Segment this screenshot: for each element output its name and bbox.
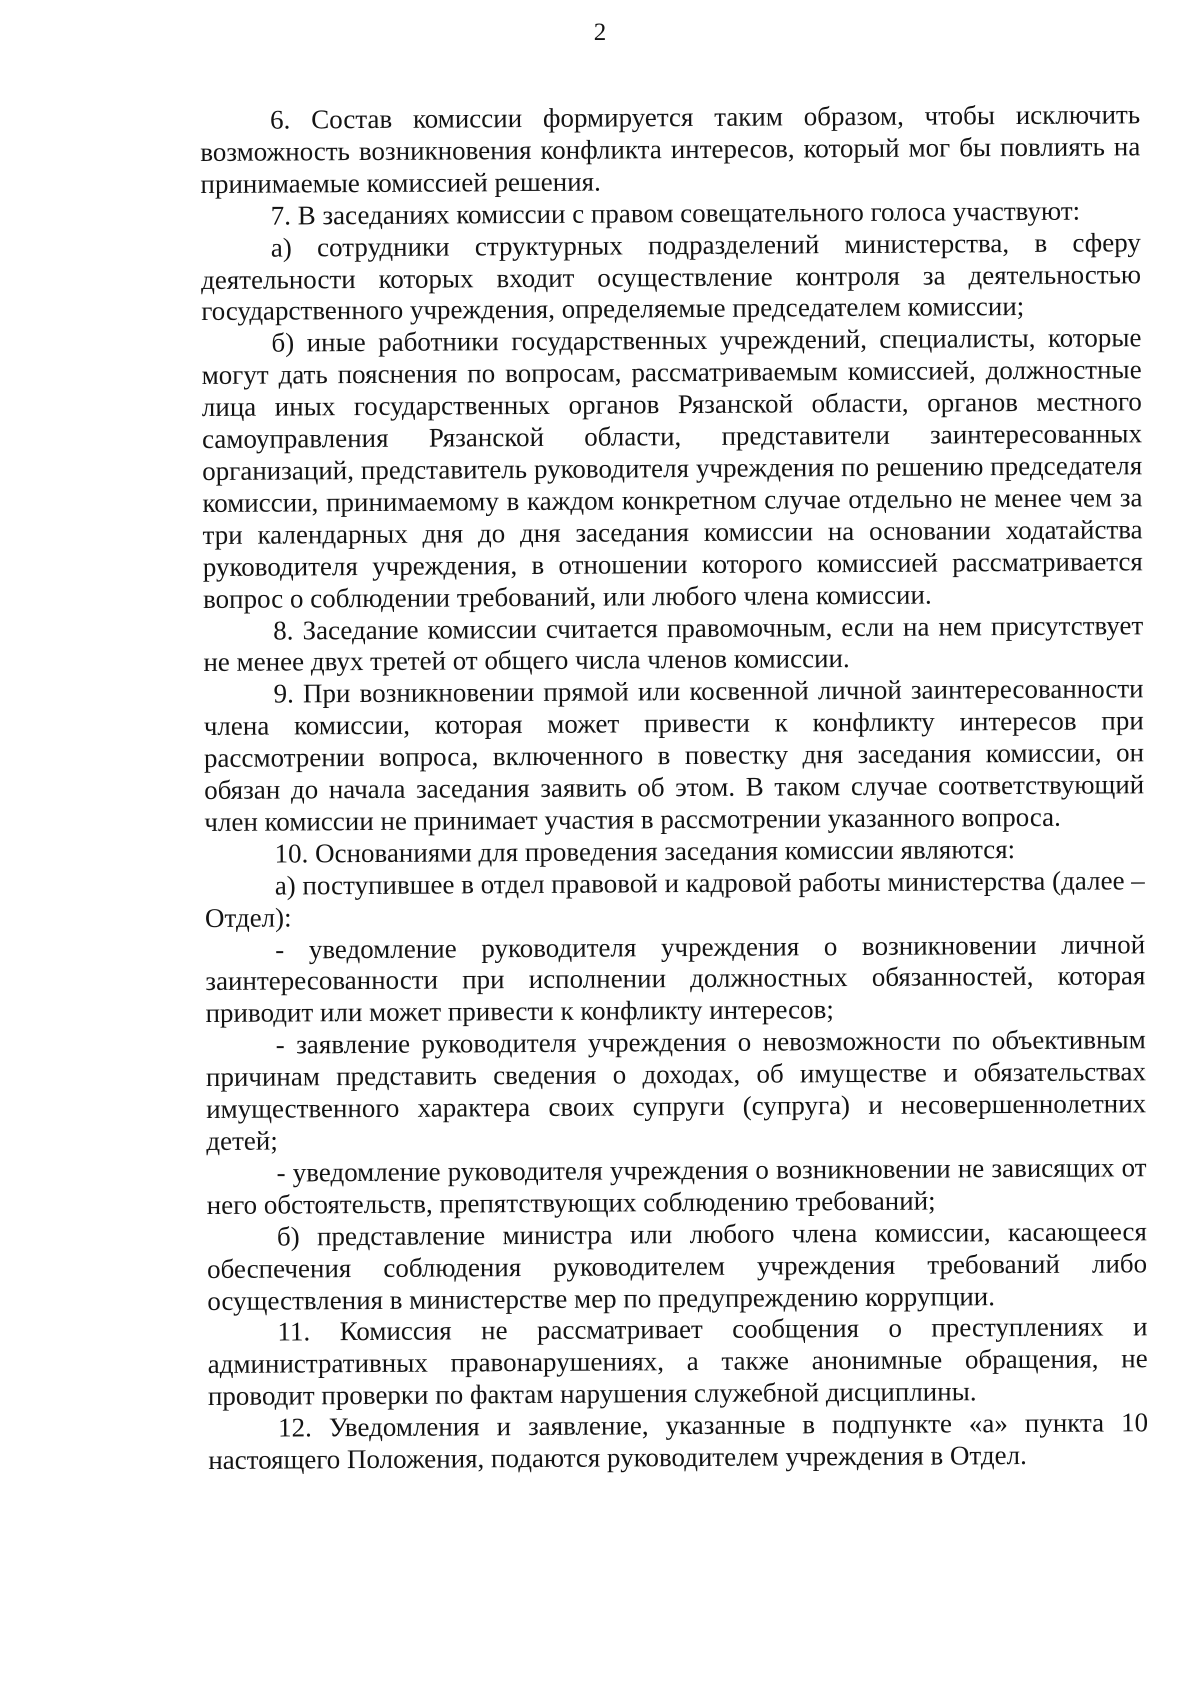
paragraph-10-grounds: 10. Основаниями для проведения заседания комиссии являются: — [274, 833, 1016, 869]
paragraph-9-conflict-of-interest: 9. При возникновении прямой или косвенной личной заинтересованности члена комиссии, которая может привести к конфликту интересов при рассмотрении вопроса, включенного в повестку дня заседания комиссии, он обязан до начала заседания заявить об этом. В таком случае соответствующий член комиссии не принимает участия в рассмотрении указанного вопроса. — [203, 673, 1145, 837]
paragraph-12-submission-procedure: 12. Уведомления и заявление, указанные в подпункте «а» пункта 10 настоящего Положения, подаются руководителем учреждения в Отдел. — [208, 1407, 1149, 1476]
paragraph-11-exclusions: 11. Комиссия не рассматривает сообщения о преступлениях и административных правонарушениях, а также анонимные обращения, не проводит проверки по фактам нарушения служебной дисциплины. — [207, 1311, 1148, 1412]
list-item-notification-interest: - уведомление руководителя учреждения о возникновении личной заинтересованности при исполнении должностных обязанностей, которая приводит или может привести к конфликту интересов; — [205, 928, 1146, 1029]
paragraph-7a-ministry-staff: а) сотрудники структурных подразделений министерства, в сферу деятельности которых входит осуществление контроля за деятельностью государственного учреждения, определяемые председателем комиссии; — [200, 226, 1142, 327]
paragraph-10a-received: а) поступившее в отдел правовой и кадровой работы министерства (далее – Отдел): — [204, 864, 1145, 933]
list-item-notification-circumstances: - уведомление руководителя учреждения о возникновении не зависящих от него обстоятельств, препятствующих соблюдению требований; — [206, 1152, 1147, 1220]
paragraph-7-advisory-participants: 7. В заседаниях комиссии с правом совещательного голоса участвуют: — [270, 195, 1081, 231]
paragraph-10b-submission: б) представление министра или любого члена комиссии, касающееся обеспечения соблюдения руководителем учреждения требований либо осуществления в министерстве мер по предупреждению коррупции. — [207, 1215, 1148, 1316]
paragraph-7b-other-participants: б) иные работники государственных учреждений, специалисты, которые могут дать пояснения по вопросам, рассматриваемым комиссией, должностные лица иных государственных органов Рязанской области, органов местного самоуправления Рязанской области, представители заинтересованных организаций, представитель руководителя учреждения по решению председателя комиссии, принимаемому в каждом конкретном случае отдельно не менее чем за три календарных дня до дня заседания комиссии на основании ходатайства руководителя учреждения, в отношении которого комиссией рассматривается вопрос о соблюдении требований, или любого члена комиссии. — [201, 322, 1143, 614]
paragraph-8-quorum: 8. Заседание комиссии считается правомочным, если на нем присутствует не менее двух третей от общего числа членов комиссии. — [203, 609, 1144, 678]
paragraph-6-commission-composition: 6. Состав комиссии формируется таким образом, чтобы исключить возможность возникновения конфликта интересов, который мог бы повлиять на принимаемые комиссией решения. — [200, 99, 1141, 199]
list-item-statement-income: - заявление руководителя учреждения о невозможности по объективным причинам представить сведения о доходах, об имуществе и обязательствах имущественного характера своих супруги (супруга) и несовершеннолетних детей; — [205, 1024, 1147, 1156]
document-body — [200, 99, 1148, 1477]
page-number: 2 — [593, 19, 607, 46]
